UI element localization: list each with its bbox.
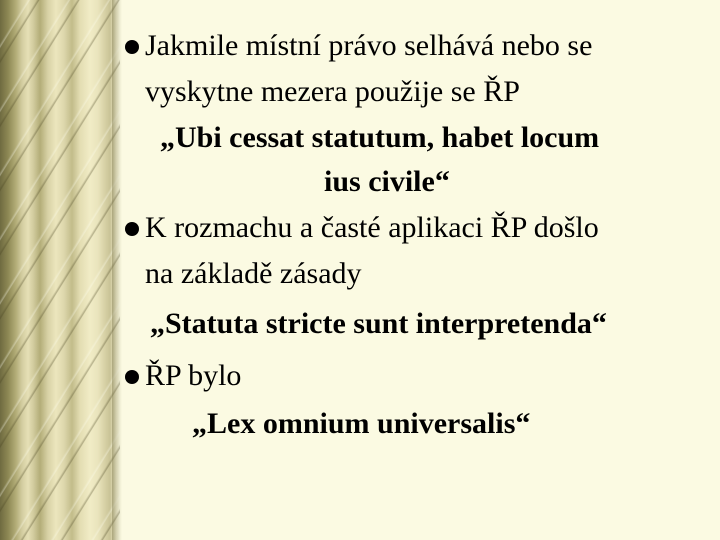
bullet-1-line-1: Jakmile místní právo selhává nebo se — [145, 29, 593, 62]
bullet-2-line-1: K rozmachu a časté aplikaci ŘP došlo — [145, 211, 599, 244]
bullet-1-quote-line-2: ius civile“ — [324, 165, 450, 198]
bullet-3-line-1: ŘP bylo — [145, 359, 242, 392]
bullet-dot-icon — [125, 40, 139, 54]
bullet-3-quote-line-1: „Lex omnium universalis“ — [192, 407, 531, 440]
bullet-1-quote-line-1: „Ubi cessat statutum, habet locum — [160, 121, 600, 154]
bullet-dot-icon — [125, 370, 139, 384]
bullet-2-quote-line-1: „Statuta stricte sunt interpretenda“ — [150, 307, 607, 340]
bullet-dot-icon — [125, 222, 139, 236]
bullet-2-line-2: na základě zásady — [145, 257, 362, 290]
bullet-1-line-2: vyskytne mezera použije se ŘP — [145, 75, 520, 108]
